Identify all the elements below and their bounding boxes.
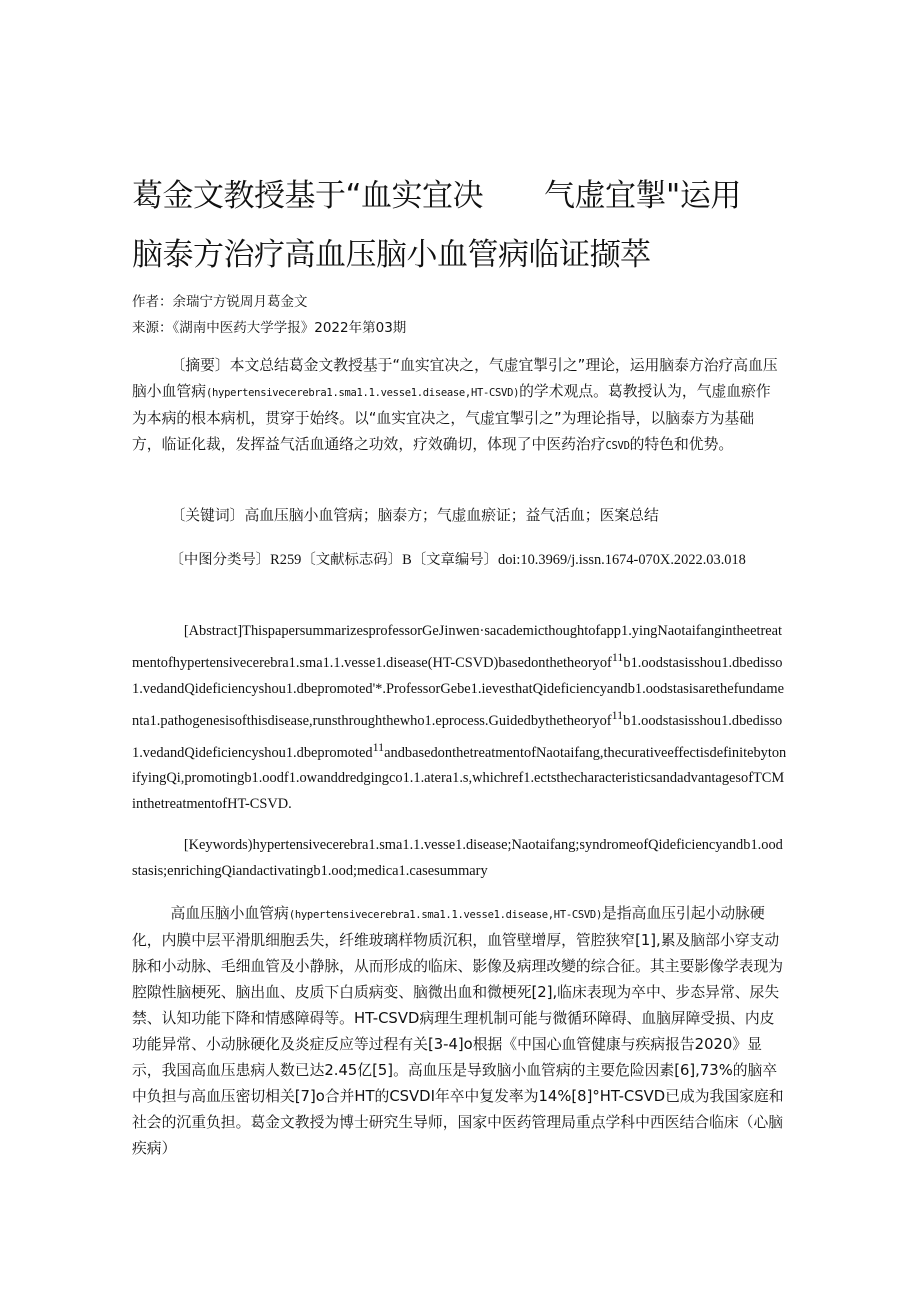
body-term: (hypertensivecerebra1.sma1.1.vesse1.disease,HT-CSVD) <box>288 909 602 921</box>
english-keywords: [Keywords)hypertensivecerebra1.sma1.1.vesse1.disease;Naotaifang;syndromeofQideficiencyandb1.oodstasis;enrichingQiandactivatingb1.ood;medica1.casesummary <box>132 837 783 879</box>
english-abstract <box>132 618 787 817</box>
chinese-abstract <box>132 353 782 459</box>
chinese-abstract-term: (hypertensivecerebra1.sma1.1.vesse1.disease,HT-CSVD) <box>206 387 520 399</box>
body-text-1: 高血压脑小血管病 <box>170 905 289 922</box>
article-title-line-2: 脑泰方治疗高血压脑小血管病临证撷萃 <box>132 237 651 273</box>
body-text-2: 是指高血压引起小动脉硬化，内膜中层平滑肌细胞丢失，纤维玻璃样物质沉积，血管壁增厚，管腔狭窄[1],累及脑部小穿支动脉和小动脉、毛细血管及小静脉，从而形成的临床、影像及病理改變的综合征。其主要影像学表现为腔隙性脑梗死、脑出血、皮质下白质病变、脑微出血和微梗死[2],临床表现为卒中、步态异常、尿失禁、认知功能下降和情感障碍等。HT-CSVD病理生理机制可能与微循环障碍、血脑屏障受损、内皮功能异常、小动脉硬化及炎症反应等过程有关[3-4]o根据《中国心血管健康与疾病报告2020》显示，我国高血压患病人数已达2.45亿[5]。高血压是导致脑小血管病的主要危险因素[6],73%的脑卒中负担与高血压密切相关[7]o合并HT的CSVDI年卒中复发率为14%[8]°HT-CSVD已成为我国家庭和社会的沉重负担。葛金文教授为博士研究生导师，国家中医药管理局重点学科中西医结合临床（心脑疾病） <box>132 905 784 1157</box>
classification-codes: 〔中图分类号〕R259〔文献标志码〕B〔文章编号〕doi:10.3969/j.issn.1674-070X.2022.03.018 <box>169 552 746 568</box>
english-abstract-text-4: andbasedonthetreatmentofNaotaifang,thecurativeeffectisdefinitebytonifyingQi,promotingb1.oodf1.owanddredgingco1.1.atera1.s,whichref1.ectsthecharacteristicsandadvantagesofTCMinthetreatmentofHT-CSVD. <box>132 744 787 813</box>
chinese-abstract-text-1: 〔摘要〕本文总结葛金文教授基于“血实宜决之，气虚宜掣引之”理论，运用脑泰方治疗高血压脑小血管病 <box>132 357 778 400</box>
english-abstract-text-2: b1.oodstasisshou1.dbedisso1.vedandQideficiencyshou1.dbepromoted'*.ProfessorGebe1.ievesthatQideficiencyandb1.oodstasisarethefundamenta1.pathogenesisofthisdisease,runsthroughthewho1.eprocess.Guidedbythetheoryof <box>132 654 784 729</box>
chinese-abstract-csvd: CSVD <box>605 440 630 452</box>
chinese-abstract-text-3: 的特色和优势。 <box>629 436 734 453</box>
source-line: 来源：《湖南中医药大学学报》2022年第03期 <box>132 320 407 336</box>
chinese-keywords: 〔关键词〕高血压脑小血管病；脑泰方；气虚血瘀证；益气活血；医案总结 <box>170 507 659 524</box>
english-abstract-superscript-3: 11 <box>372 739 385 754</box>
article-title-line-1: 葛金文教授基于“血实宜决 气虚宜掣"运用 <box>132 178 741 214</box>
authors-line: 作者：余瑞宁方锐周月葛金文 <box>132 294 308 310</box>
chinese-abstract-text-2: 的学术观点。葛教授认为，气虚血瘀作为本病的根本病机，贯穿于始终。以“血实宜决之，气虚宜掣引之”为理论指导，以脑泰方为基础方，临证化裁，发挥益气活血通络之功效，疗效确切，体现了中医药治疗 <box>132 383 771 453</box>
english-abstract-text-1: [Abstract]ThispapersummarizesprofessorGeJinwen·sacademicthoughtofapp1.yingNaotaifangintheetreatmentofhypertensivecerebra1.sma1.1.vesse1.disease(HT-CSVD)basedonthetheoryof <box>132 623 783 671</box>
english-abstract-superscript-2: 11 <box>611 707 624 722</box>
english-abstract-text-3: b1.oodstasisshou1.dbedisso1.vedandQideficiencyshou1.dbepromoted <box>132 712 783 761</box>
body-paragraph <box>132 901 787 1162</box>
english-abstract-superscript-1: 11 <box>611 650 624 664</box>
